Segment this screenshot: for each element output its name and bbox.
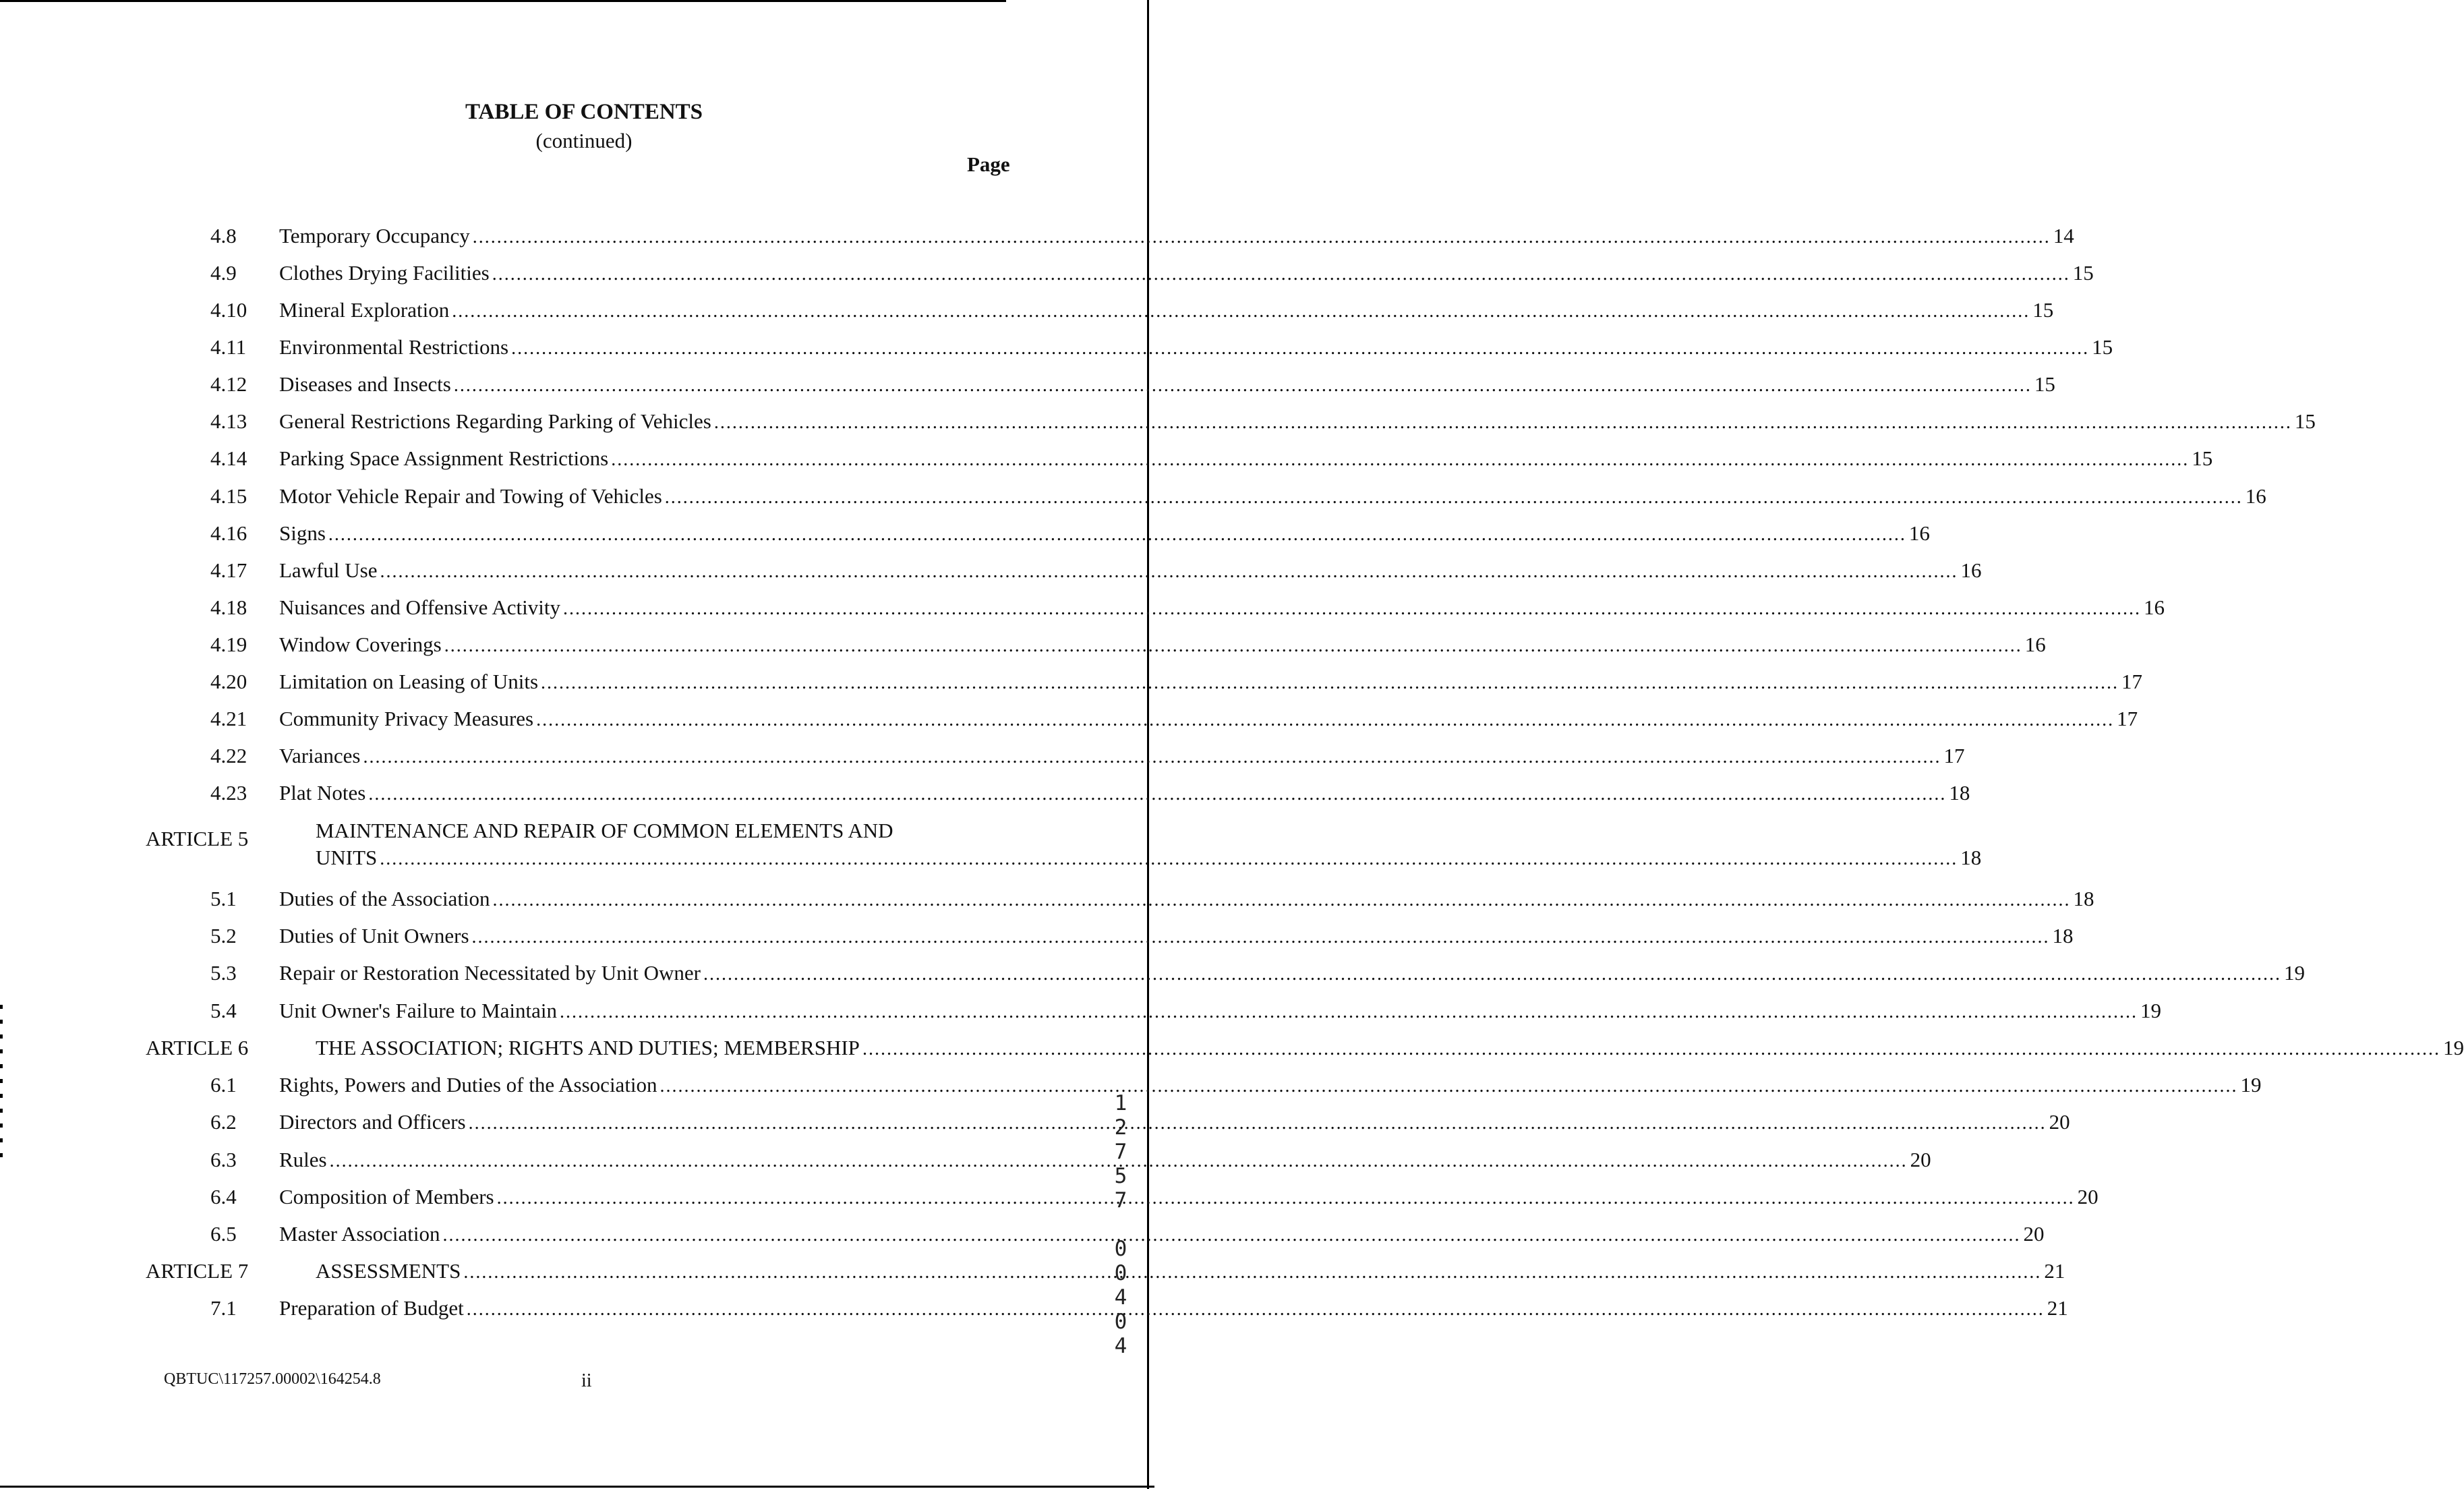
- toc-entry-page: 16: [2024, 633, 2046, 656]
- toc-entry-title: Rules: [279, 1148, 327, 1171]
- toc-section-row: [0, 260, 2094, 287]
- toc-entry-leader: [279, 1184, 2099, 1212]
- toc-subtitle: (continued): [535, 129, 633, 152]
- toc-entry-number: 4.8: [210, 224, 237, 247]
- toc-entry-number: 4.21: [210, 707, 247, 730]
- toc-entry-number: 4.13: [210, 409, 247, 433]
- toc-entry-number: 4.11: [210, 335, 247, 359]
- toc-entry-title: THE ASSOCIATION; RIGHTS AND DUTIES; MEMBERSHIP: [316, 1036, 860, 1059]
- toc-entry-title: Parking Space Assignment Restrictions: [279, 446, 609, 470]
- toc-section-row: [0, 631, 2046, 658]
- toc-entry-number: 5.1: [210, 887, 237, 910]
- toc-section-row: [0, 1109, 2070, 1136]
- toc-dot-leader: ....................................................................................................................................................................................................................................................................: [444, 635, 2022, 656]
- toc-entry-leader: [279, 1072, 2262, 1100]
- toc-entry-number: 4.23: [210, 781, 247, 805]
- toc-entry-leader: [279, 1295, 2068, 1323]
- toc-entry-title: Signs: [279, 521, 326, 545]
- toc-dot-leader: ....................................................................................................................................................................................................................................................................: [328, 524, 1906, 545]
- toc-dot-leader: ....................................................................................................................................................................................................................................................................: [380, 561, 1958, 582]
- toc-entry-leader: [279, 885, 2094, 914]
- toc-entry-title: Duties of Unit Owners: [279, 924, 469, 947]
- toc-entry-title: Environmental Restrictions: [279, 335, 509, 359]
- toc-entry-title: Unit Owner's Failure to Maintain: [279, 999, 557, 1022]
- toc-section-row: [0, 960, 2305, 987]
- toc-entry-leader: [279, 923, 2074, 951]
- toc-section-row: [0, 334, 2113, 361]
- toc-entry-leader: [279, 1109, 2070, 1137]
- toc-entry-title: Nuisances and Offensive Activity: [279, 595, 560, 619]
- toc-entry-title: UNITS: [316, 846, 378, 869]
- toc-section-row: [0, 780, 1970, 807]
- toc-entry-leader: [279, 557, 1982, 585]
- toc-entry-leader: [279, 960, 2305, 988]
- toc-article-row: [0, 819, 1982, 869]
- toc-dot-leader: ....................................................................................................................................................................................................................................................................: [541, 672, 2119, 693]
- toc-dot-leader: ....................................................................................................................................................................................................................................................................: [452, 301, 2030, 322]
- toc-section-row: [0, 557, 1982, 584]
- toc-entry-leader: [279, 997, 2161, 1026]
- toc-entry-title: Duties of the Association: [279, 887, 490, 910]
- toc-entry-title: Composition of Members: [279, 1185, 494, 1208]
- toc-dot-leader: ....................................................................................................................................................................................................................................................................: [492, 889, 2071, 910]
- toc-section-row: [0, 923, 2074, 950]
- toc-entry-number: 4.15: [210, 484, 247, 508]
- toc-entry-page: 14: [2053, 224, 2074, 247]
- toc-article-row: [0, 1034, 2464, 1061]
- toc-entry-leader: [316, 844, 1982, 873]
- toc-section-row: [0, 223, 2074, 250]
- toc-dot-leader: ....................................................................................................................................................................................................................................................................: [536, 709, 2115, 730]
- toc-entry-number: 4.19: [210, 633, 247, 656]
- toc-dot-leader: ....................................................................................................................................................................................................................................................................: [466, 1299, 2045, 1320]
- toc-entry-page: 16: [1908, 521, 1930, 545]
- toc-section-row: [0, 1072, 2262, 1099]
- toc-entry-number: 5.2: [210, 924, 237, 947]
- toc-dot-leader: ....................................................................................................................................................................................................................................................................: [703, 964, 2281, 985]
- toc-entry-number: ARTICLE 6: [146, 1036, 249, 1059]
- toc-section-row: [0, 997, 2161, 1024]
- toc-entry-number: 4.10: [210, 298, 247, 322]
- toc-entry-page: 17: [1943, 744, 1965, 767]
- toc-dot-leader: ....................................................................................................................................................................................................................................................................: [862, 1039, 2440, 1059]
- toc-dot-leader: ....................................................................................................................................................................................................................................................................: [368, 784, 1947, 805]
- toc-title: TABLE OF CONTENTS: [465, 100, 703, 124]
- toc-dot-leader: ....................................................................................................................................................................................................................................................................: [559, 1001, 2138, 1022]
- toc-article-row: [0, 1258, 2065, 1285]
- toc-entry-page: 18: [2073, 887, 2094, 910]
- toc-section-row: [0, 705, 2138, 732]
- toc-entry-number: 5.3: [210, 961, 237, 985]
- toc-entry-leader: [279, 445, 2213, 473]
- toc-entry-page: 15: [2192, 446, 2213, 470]
- toc-entry-page: 18: [2052, 924, 2074, 947]
- toc-entry-title: Preparation of Budget: [279, 1296, 464, 1320]
- toc-entry-page: 21: [2044, 1259, 2065, 1283]
- toc-section-row: [0, 297, 2054, 324]
- toc-dot-leader: ....................................................................................................................................................................................................................................................................: [664, 487, 2243, 508]
- toc-dot-leader: ....................................................................................................................................................................................................................................................................: [562, 598, 2141, 619]
- toc-entry-page: 19: [2140, 999, 2161, 1022]
- toc-entry-title: Motor Vehicle Repair and Towing of Vehicles: [279, 484, 662, 508]
- toc-entry-title: Mineral Exploration: [279, 298, 450, 322]
- toc-entry-title: Window Coverings: [279, 633, 442, 656]
- toc-entry-page: 17: [2121, 670, 2143, 693]
- toc-entry-title: Limitation on Leasing of Units: [279, 670, 539, 693]
- toc-dot-leader: ....................................................................................................................................................................................................................................................................: [496, 1188, 2075, 1208]
- toc-entry-page: 16: [2245, 484, 2266, 508]
- toc-section-row: [0, 1221, 2045, 1248]
- toc-entry-title-line1: MAINTENANCE AND REPAIR OF COMMON ELEMENTS AND: [316, 819, 893, 842]
- toc-entry-title: Variances: [279, 744, 361, 767]
- toc-entry-leader: [316, 1034, 2464, 1063]
- toc-entry-title: Plat Notes: [279, 781, 366, 805]
- toc-entry-leader: [279, 1221, 2045, 1249]
- toc-entry-number: 6.5: [210, 1222, 237, 1246]
- toc-entry-number: 6.1: [210, 1073, 237, 1097]
- toc-entry-leader: [279, 260, 2094, 288]
- toc-dot-leader: ....................................................................................................................................................................................................................................................................: [511, 338, 2090, 359]
- toc-entry-leader: [279, 371, 2055, 399]
- toc-entry-leader: [279, 631, 2046, 660]
- toc-entry-leader: [279, 1146, 1931, 1175]
- toc-dot-leader: ....................................................................................................................................................................................................................................................................: [492, 264, 2070, 285]
- toc-entry-title: ASSESSMENTS: [316, 1259, 461, 1283]
- toc-entry-page: 15: [2032, 298, 2054, 322]
- toc-section-row: [0, 1295, 2068, 1322]
- toc-dot-leader: ....................................................................................................................................................................................................................................................................: [713, 412, 2292, 433]
- toc-entry-page: 20: [2049, 1110, 2070, 1134]
- toc-entry-number: 4.9: [210, 261, 237, 285]
- toc-section-row: [0, 371, 2055, 398]
- toc-dot-leader: ....................................................................................................................................................................................................................................................................: [468, 1113, 2047, 1134]
- page-column-label: Page: [967, 152, 1010, 176]
- footer-document-id: QBTUC\117257.00002\164254.8: [164, 1370, 381, 1388]
- toc-dot-leader: ....................................................................................................................................................................................................................................................................: [442, 1225, 2021, 1246]
- toc-entry-number: ARTICLE 7: [146, 1259, 249, 1283]
- toc-entry-title: Directors and Officers: [279, 1110, 466, 1134]
- toc-dot-leader: ....................................................................................................................................................................................................................................................................: [611, 449, 2190, 470]
- toc-dot-leader: ....................................................................................................................................................................................................................................................................: [471, 927, 2050, 947]
- toc-section-row: [0, 885, 2094, 912]
- toc-dot-leader: ....................................................................................................................................................................................................................................................................: [363, 747, 1941, 767]
- toc-dot-leader: ....................................................................................................................................................................................................................................................................: [453, 375, 2032, 396]
- toc-entry-leader: [279, 223, 2074, 251]
- toc-entry-page: 17: [2117, 707, 2138, 730]
- toc-entry-title: Temporary Occupancy: [279, 224, 470, 247]
- toc-entry-page: 16: [1960, 558, 1982, 582]
- toc-section-row: [0, 594, 2165, 621]
- toc-entry-page: 19: [2240, 1073, 2262, 1097]
- recording-stamp: 12757 00404: [1109, 1091, 1133, 1358]
- toc-entry-page: 20: [1910, 1148, 1931, 1171]
- toc-entry-number: 7.1: [210, 1296, 237, 1320]
- toc-dot-leader: ....................................................................................................................................................................................................................................................................: [380, 848, 1958, 869]
- toc-entry-leader: [279, 668, 2143, 697]
- toc-entry-page: 20: [2023, 1222, 2045, 1246]
- toc-section-row: [0, 445, 2213, 472]
- toc-section-row: [0, 1146, 1931, 1173]
- toc-entry-number: 4.14: [210, 446, 247, 470]
- toc-entry-leader: [279, 483, 2266, 511]
- toc-entry-page: 19: [2442, 1036, 2464, 1059]
- toc-entry-page: 21: [2047, 1296, 2068, 1320]
- toc-entry-number: ARTICLE 5: [146, 827, 249, 850]
- toc-section-row: [0, 742, 1965, 769]
- toc-entry-number: 6.3: [210, 1148, 237, 1171]
- toc-entry-number: 4.20: [210, 670, 247, 693]
- toc-entry-number: 4.17: [210, 558, 247, 582]
- toc-entry-leader: [279, 742, 1965, 771]
- toc-entry-number: 4.12: [210, 372, 247, 396]
- toc-entry-page: 19: [2284, 961, 2305, 985]
- toc-entry-page: 18: [1949, 781, 1970, 805]
- toc-dot-leader: ....................................................................................................................................................................................................................................................................: [472, 227, 2051, 247]
- toc-entry-number: 4.22: [210, 744, 247, 767]
- toc-section-row: [0, 483, 2266, 510]
- toc-entry-page: 20: [2077, 1185, 2099, 1208]
- toc-entry-title: General Restrictions Regarding Parking of Vehicles: [279, 409, 711, 433]
- toc-entry-leader: [279, 297, 2054, 325]
- footer-page-number: ii: [581, 1370, 592, 1391]
- toc-entry-title: Clothes Drying Facilities: [279, 261, 490, 285]
- toc-entry-page: 15: [2034, 372, 2055, 396]
- toc-section-row: [0, 668, 2143, 695]
- toc-entry-leader: [279, 408, 2316, 436]
- toc-entry-number: 5.4: [210, 999, 237, 1022]
- toc-entry-title: Repair or Restoration Necessitated by Unit Owner: [279, 961, 701, 985]
- toc-entry-number: 6.2: [210, 1110, 237, 1134]
- toc-entry-number: 4.18: [210, 595, 247, 619]
- toc-entry-leader: [279, 594, 2165, 622]
- toc-entry-leader: [316, 1258, 2065, 1286]
- toc-entry-leader: [279, 780, 1970, 808]
- toc-entry-leader: [279, 520, 1930, 548]
- toc-dot-leader: ....................................................................................................................................................................................................................................................................: [329, 1150, 1908, 1171]
- toc-entry-page: 15: [2072, 261, 2094, 285]
- toc-entry-page: 18: [1960, 846, 1982, 869]
- toc-entry-page: 16: [2143, 595, 2165, 619]
- toc-entry-page: 15: [2092, 335, 2113, 359]
- toc-entry-title: Community Privacy Measures: [279, 707, 534, 730]
- toc-entry-title: Rights, Powers and Duties of the Association: [279, 1073, 657, 1097]
- toc-entry-number: 6.4: [210, 1185, 237, 1208]
- toc-dot-leader: ....................................................................................................................................................................................................................................................................: [659, 1076, 2238, 1097]
- toc-section-row: [0, 520, 1930, 547]
- toc-entry-leader: [279, 705, 2138, 734]
- toc-dot-leader: ....................................................................................................................................................................................................................................................................: [463, 1262, 2042, 1283]
- toc-entry-title: Lawful Use: [279, 558, 378, 582]
- toc-entry-title: Master Association: [279, 1222, 440, 1246]
- toc-entry-number: 4.16: [210, 521, 247, 545]
- toc-section-row: [0, 1184, 2099, 1210]
- toc-section-row: [0, 408, 2316, 435]
- toc-entry-page: 15: [2294, 409, 2316, 433]
- toc-entry-leader: [279, 334, 2113, 362]
- toc-entry-title: Diseases and Insects: [279, 372, 451, 396]
